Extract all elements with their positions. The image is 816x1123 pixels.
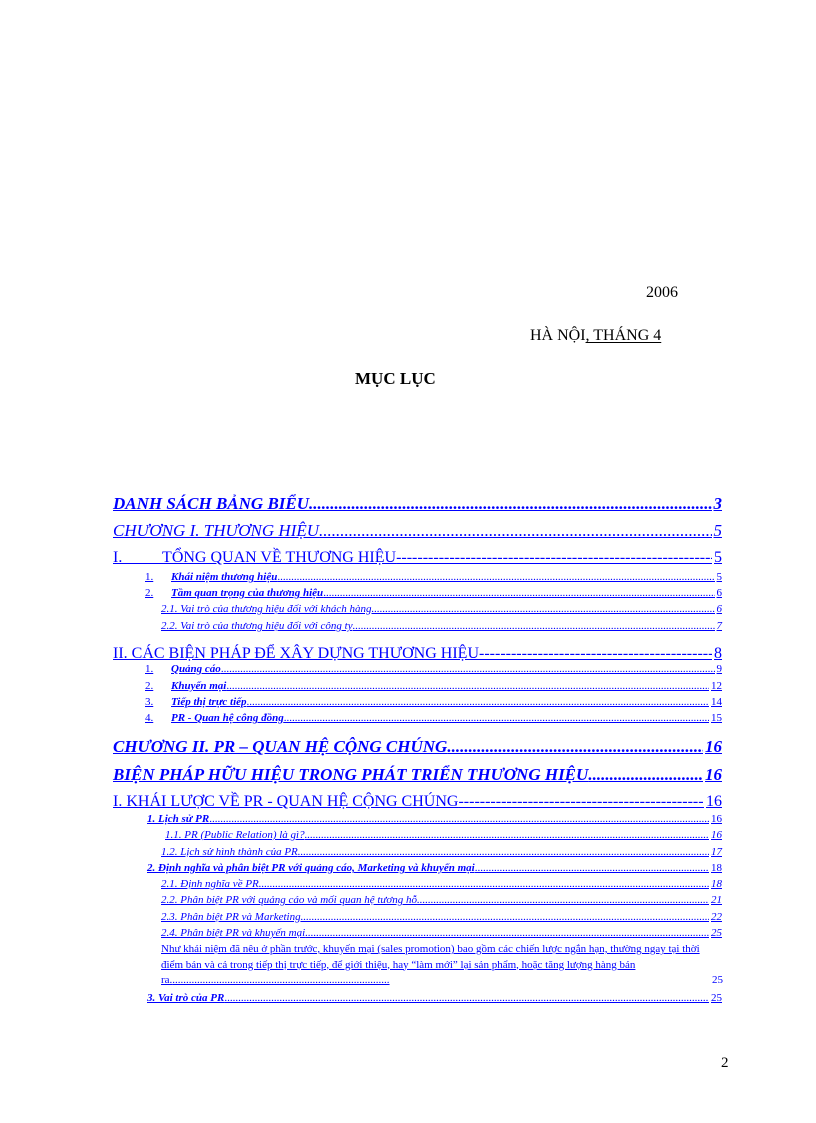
toc-entry-khuyen-mai[interactable]: 2. Khuyến mại ..... 12 [145, 680, 722, 692]
toc-entry-pr-la-gi[interactable]: 1.1. PR (Public Relation) là gì? ..... 16 [165, 829, 722, 841]
page-number: 2 [721, 1055, 729, 1071]
city-month-text [530, 327, 661, 345]
toc-entry-dinh-nghia-phan-biet[interactable]: 2. Định nghĩa và phân biệt PR với quảng cáo, Marketing và khuyến mại ..... 18 [147, 862, 722, 874]
toc-entry-lich-su-pr[interactable]: 1. Lịch sử PR ..... 16 [147, 813, 722, 825]
toc-entry-tiep-thi[interactable]: 3. Tiếp thị trực tiếp ..... 14 [145, 696, 722, 708]
toc-entry-pr-quang-cao[interactable]: 2.2. Phân biệt PR với quảng cáo và mối quan hệ tương hỗ ..... 21 [161, 894, 722, 906]
toc-entry-pr-cong-dong[interactable]: 4. PR - Quan hệ công đồng ..... 15 [145, 712, 722, 724]
toc-title: MỤC LỤC [355, 369, 436, 388]
city-name: HÀ NỘI [530, 327, 586, 344]
toc-entry-khai-luoc-pr[interactable]: I. KHÁI LƯỢC VỀ PR - QUAN HỆ CỘNG CHÚNG ----- 16 [113, 793, 722, 811]
toc-entry-danh-sach-bang-bieu[interactable]: DANH SÁCH BẢNG BIỂU ..... 3 [113, 494, 722, 514]
toc-entry-lich-su-hinh-thanh[interactable]: 1.2. Lịch sử hình thành của PR ..... 17 [161, 846, 722, 858]
toc-entry-khai-niem[interactable]: 1. Khái niệm thương hiệu ..... 5 [145, 571, 722, 583]
year-text: 2006 [646, 284, 678, 301]
toc-entry-bien-phap-huu-hieu[interactable]: BIỆN PHÁP HỮU HIỆU TRONG PHÁT TRIỂN THƯƠNG HIỆU ..... 16 [113, 765, 722, 785]
toc-entry-vai-tro-pr[interactable]: 3. Vai trò của PR ..... 25 [147, 992, 722, 1004]
toc-entry-dinh-nghia-pr[interactable]: 2.1. Định nghĩa về PR ..... 18 [161, 878, 722, 890]
toc-entry-tong-quan[interactable]: I. TỔNG QUAN VỀ THƯƠNG HIỆU ----- 5 [113, 549, 722, 567]
toc-entry-quang-cao[interactable]: 1. Quảng cáo ..... 9 [145, 663, 722, 675]
toc-entry-vai-tro-khach-hang[interactable]: 2.1. Vai trò của thương hiệu đối với khách hàng ..... 6 [161, 603, 722, 615]
toc-entry-pr-marketing[interactable]: 2.3. Phân biệt PR và Marketing ..... 22 [161, 911, 722, 923]
toc-entry-vai-tro-cong-ty[interactable]: 2.2. Vai trò của thương hiệu đối với công ty ..... 7 [161, 620, 722, 632]
toc-entry-paragraph[interactable]: Như khái niệm đã nêu ở phần trước, khuyến mại (sales promotion) bao gồm các chiến lược ngắn hạn, thường ngay tại thời điểm bán và cả trong tiếp thị trực tiếp, để giới thiệu, hay “làm mới” lại sản phẩm, hoặc tăng lượng hàng bán ra................................................................................ 25 [161, 943, 723, 986]
toc-entry-chuong-2[interactable]: CHƯƠNG II. PR – QUAN HỆ CỘNG CHÚNG ..... 16 [113, 737, 722, 757]
month-text: , THÁNG 4 [585, 327, 662, 344]
toc-entry-pr-khuyen-mai[interactable]: 2.4. Phân biệt PR và khuyến mại ..... 25 [161, 927, 722, 939]
toc-entry-chuong-1[interactable]: CHƯƠNG I. THƯƠNG HIỆU ..... 5 [113, 521, 722, 541]
toc-entry-tam-quan-trong[interactable]: 2. Tầm quan trọng của thương hiệu ..... 6 [145, 587, 722, 599]
toc-entry-bien-phap[interactable]: II. CÁC BIỆN PHÁP ĐỂ XÂY DỰNG THƯƠNG HIỆU ----- 8 [113, 645, 722, 663]
